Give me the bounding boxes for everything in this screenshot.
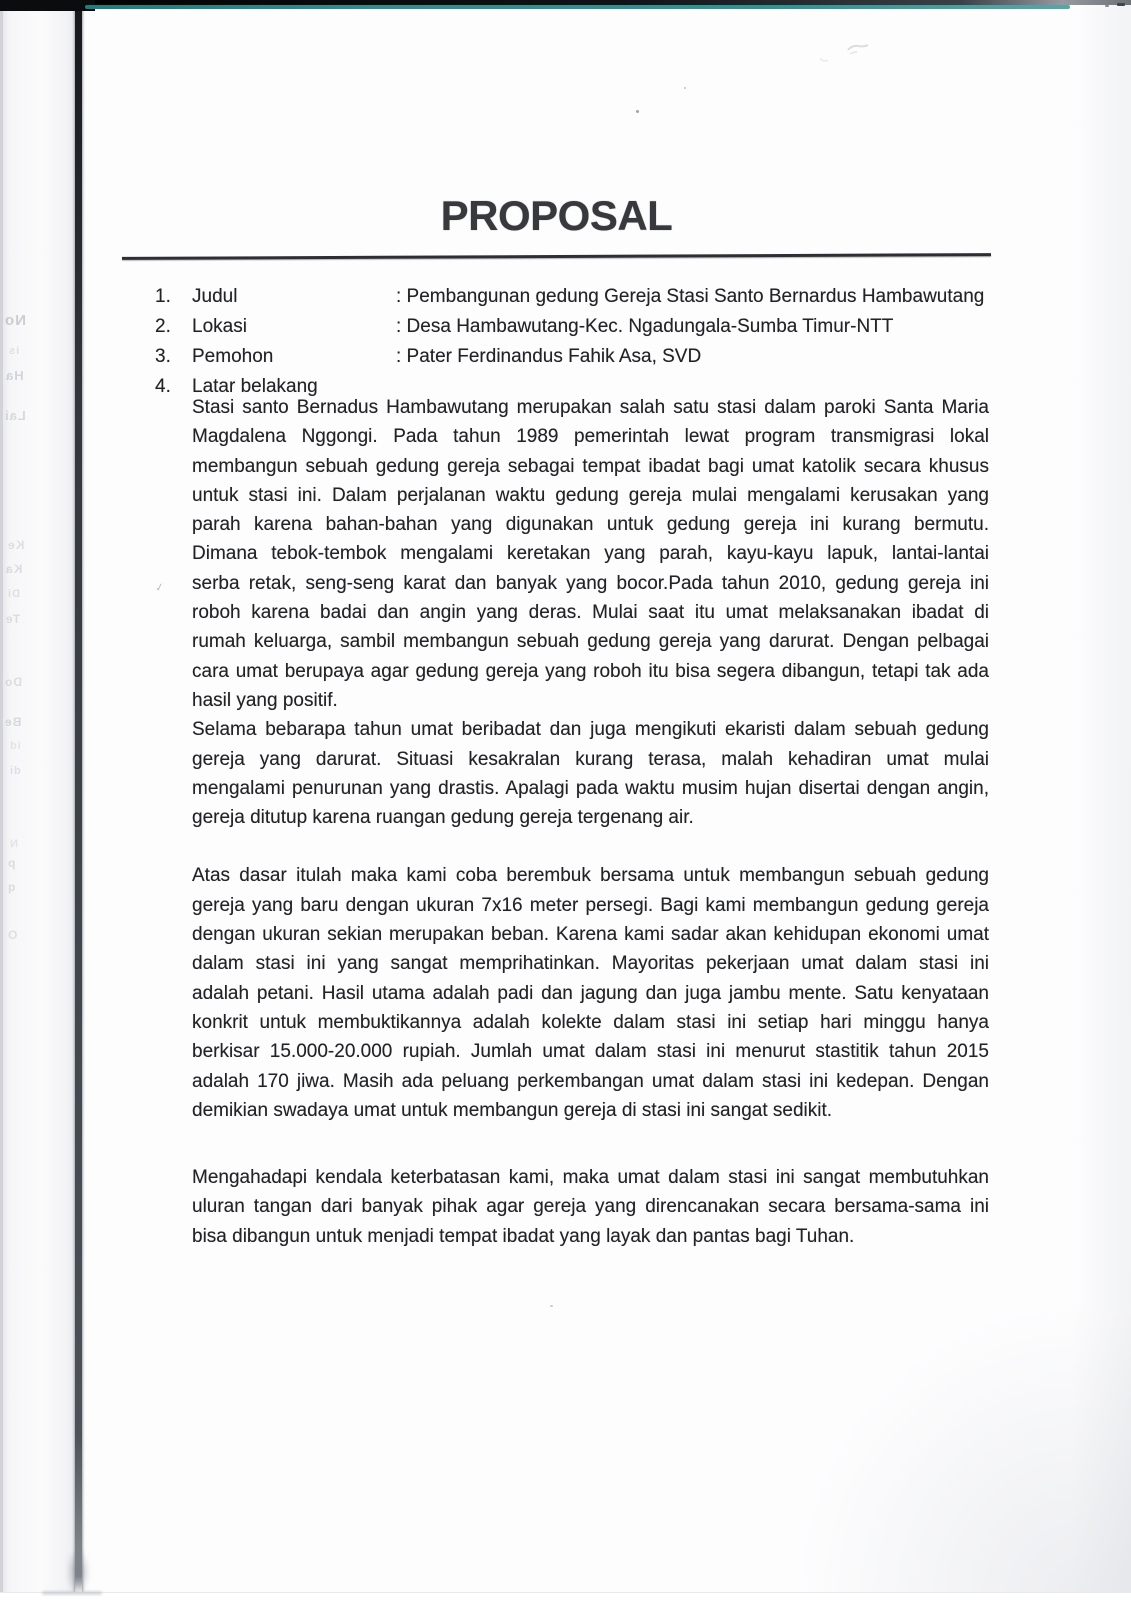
ghost-text-fragment: Te bbox=[5, 612, 21, 626]
body-line: adalah 170 jiwa. Masih ada peluang perkembangan umat dalam stasi ini kedepan. Dengan bbox=[192, 1070, 989, 1092]
body-line: gereja ditutup karena ruangan gedung gereja tergenang air. bbox=[192, 807, 694, 829]
body-line: cara umat berupaya agar gedung gereja yang roboh itu bisa segera dibangun, tetapi tak ada bbox=[192, 660, 989, 682]
list-item-lokasi bbox=[155, 312, 991, 342]
ghost-text-fragment: Ke bbox=[7, 538, 25, 552]
paragraph-3 bbox=[192, 861, 989, 1125]
pencil-tick-mark: ✓ bbox=[153, 581, 166, 595]
ghost-text-fragment: id bbox=[9, 740, 21, 752]
body-line: hasil yang positif. bbox=[192, 689, 338, 711]
body-line: Dimana tebok-tembok mengalami keretakan yang parah, kayu-kayu lapuk, lantai-lantai bbox=[192, 543, 989, 565]
body-line: rumah keluarga, sambil membangun sebuah gedung gereja yang darurat. Dengan pelbagai bbox=[192, 631, 989, 653]
body-line: gereja yang baru dengan ukuran 7x16 meter persegi. Bagi kami membangun gedung gereja bbox=[192, 894, 989, 916]
body-line: dengan ukuran sekian merupakan beban. Karena kami sadar akan kehidupan ekonomi umat bbox=[192, 924, 989, 946]
document-title: PROPOSAL bbox=[440, 192, 673, 239]
ghost-text-fragment: p bbox=[7, 856, 16, 870]
body-line: Mengahadapi kendala keterbatasan kami, maka umat dalam stasi ini sangat membutuhkan bbox=[192, 1167, 989, 1189]
scan-teal-edge-line bbox=[85, 5, 1070, 9]
scan-left-edge bbox=[0, 0, 3, 1600]
list-item-pemohon bbox=[155, 342, 991, 372]
list-number: 2. bbox=[155, 316, 171, 337]
ghost-text-fragment: N bbox=[9, 838, 18, 850]
ghost-text-fragment: Ha bbox=[5, 368, 24, 383]
info-list bbox=[155, 282, 991, 402]
list-label: Judul bbox=[192, 286, 238, 307]
scan-speck bbox=[684, 87, 686, 89]
ghost-text-fragment: di bbox=[9, 765, 21, 777]
scan-speck bbox=[550, 1305, 553, 1307]
scan-spine-blur bbox=[66, 1548, 90, 1596]
body-line: serba retak, seng-seng karat dan banyak yang bocor.Pada tahun 2010, gedung gereja ini bbox=[192, 572, 989, 594]
body-line: bisa dibangun untuk menjadi tempat ibadat yang layak dan pantas bagi Tuhan. bbox=[192, 1225, 855, 1247]
ghost-text-fragment: Ka bbox=[5, 562, 23, 576]
scan-speck bbox=[636, 110, 639, 113]
paragraph-4 bbox=[192, 1163, 989, 1251]
body-line: demikian swadaya umat untuk membangun gereja di stasi ini sangat sedikit. bbox=[192, 1099, 833, 1121]
ghost-text-fragment: is bbox=[8, 345, 20, 357]
list-label: Latar belakang bbox=[192, 376, 318, 397]
scan-bottom-right-shade bbox=[791, 1300, 1131, 1600]
body-line: untuk stasi ini. Dalam perjalanan waktu gedung gereja mulai mengalami kerusakan yang bbox=[192, 484, 989, 506]
ghost-text-fragment: O bbox=[7, 928, 18, 942]
ghost-text-fragment: Do bbox=[4, 675, 22, 689]
scan-top-left-corner bbox=[0, 0, 95, 11]
list-number: 3. bbox=[155, 346, 171, 367]
body-line: uluran tangan dari banyak pihak agar gereja yang direncanakan secara bersama-sama ini bbox=[192, 1196, 989, 1218]
body-line: mengalami penurunan yang drastis. Apalagi pada waktu musim hujan disertai dengan angin, bbox=[192, 777, 989, 799]
ghost-text-fragment: No bbox=[4, 312, 26, 329]
body-line: Selama bebarapa tahun umat beribadat dan juga mengikuti ekaristi dalam sebuah gedung bbox=[192, 719, 989, 741]
body-line: roboh karena badai dan angin yang deras. Mulai saat itu umat melaksanakan ibadat di bbox=[192, 602, 989, 624]
list-number: 1. bbox=[155, 286, 171, 307]
ghost-text-fragment: Di bbox=[7, 588, 20, 600]
ghost-text-fragment: q bbox=[7, 880, 16, 894]
body-line: dalam stasi ini yang sangat memprihatinkan. Mayoritas pekerjaan umat dalam stasi ini bbox=[192, 953, 989, 975]
list-item-judul bbox=[155, 282, 991, 312]
scan-bottom-strip bbox=[0, 1592, 1131, 1600]
list-label: Lokasi bbox=[192, 316, 247, 337]
body-line: Magdalena Nggongi. Pada tahun 1989 pemerintah lewat program transmigrasi lokal bbox=[192, 426, 989, 448]
ghost-text-fragment: Be bbox=[4, 715, 22, 729]
list-value: : Pembangunan gedung Gereja Stasi Santo Bernardus Hambawutang bbox=[396, 286, 985, 307]
body-line: adalah petani. Hasil utama adalah padi dan jagung dan juga jambu mente. Satu kenyataan bbox=[192, 982, 989, 1004]
body-line: Stasi santo Bernadus Hambawutang merupakan salah satu stasi dalam paroki Santa Maria bbox=[192, 397, 989, 418]
paragraph-1 bbox=[192, 393, 989, 715]
scan-bottom-smudge bbox=[42, 1591, 102, 1595]
body-line: konkrit untuk membuktikannya adalah kolekte dalam stasi ini setiap hari minggu hanya bbox=[192, 1011, 989, 1033]
list-label: Pemohon bbox=[192, 346, 274, 367]
ghost-text-fragment: Lai bbox=[4, 408, 26, 423]
scan-left-margin-strip bbox=[0, 0, 76, 1600]
body-line: Atas dasar itulah maka kami coba berembuk bersama untuk membangun sebuah gedung bbox=[192, 865, 989, 887]
body-line: gereja yang darurat. Situasi kesakralan kurang terasa, malah kehadiran umat mulai bbox=[192, 748, 989, 770]
body-line: berkisar 15.000-20.000 rupiah. Jumlah umat dalam stasi ini menurut stastitik tahun 2015 bbox=[192, 1041, 989, 1063]
document-content bbox=[122, 193, 991, 1251]
list-value: : Desa Hambawutang-Kec. Ngadungala-Sumba Timur-NTT bbox=[396, 316, 894, 337]
list-value: : Pater Ferdinandus Fahik Asa, SVD bbox=[396, 346, 702, 367]
paragraph-2 bbox=[192, 715, 989, 832]
list-number: 4. bbox=[155, 376, 171, 397]
body-line: membangun sebuah gedung gereja sebagai tempat ibadat bagi umat katolik secara khusus bbox=[192, 455, 989, 477]
body-line: parah karena bahan-bahan yang digunakan untuk gedung gereja ini kurang bermutu. bbox=[192, 514, 989, 536]
document-body bbox=[192, 393, 989, 1251]
pencil-smudge-mark bbox=[810, 38, 880, 72]
scan-spine-line bbox=[75, 6, 82, 1592]
title-underline-rule bbox=[122, 253, 991, 260]
